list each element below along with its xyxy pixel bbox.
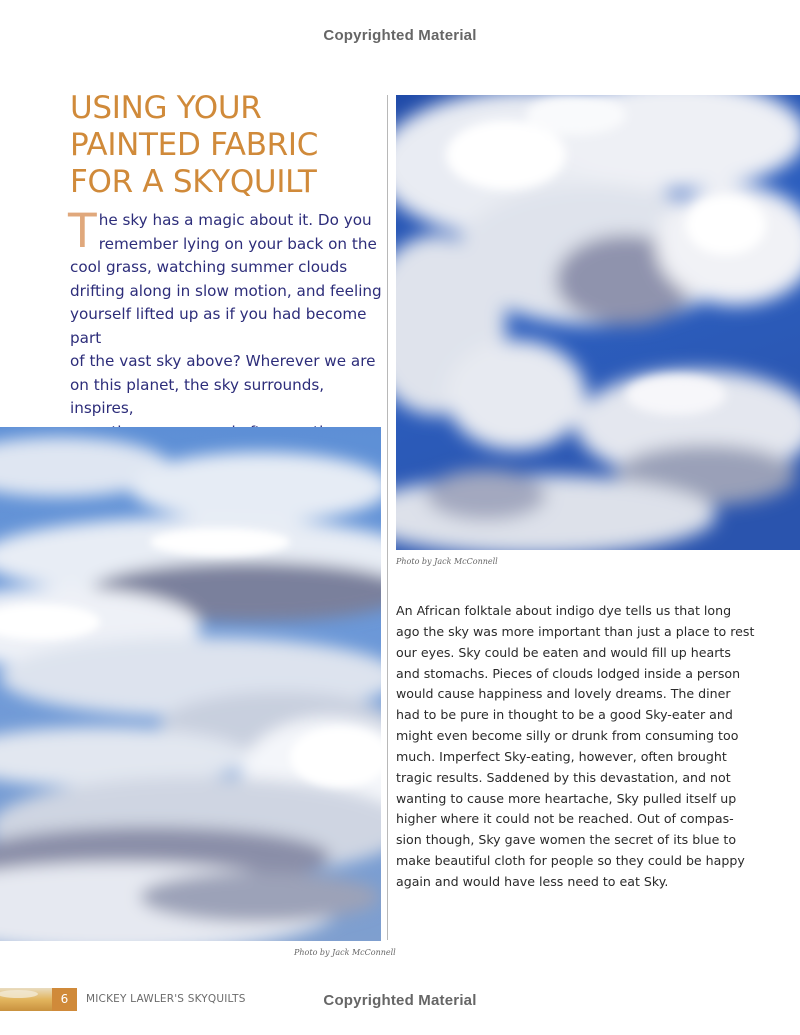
cloud-photo-icon: [0, 427, 381, 941]
body-line: had to be pure in thought to be a good Sky-eater and: [396, 707, 733, 723]
page-title: [70, 90, 380, 201]
body-line: tragic results. Saddened by this devastation, and not: [396, 769, 731, 785]
running-title: MICKEY LAWLER'S SKYQUILTS: [86, 993, 246, 1005]
body-line: much. Imperfect Sky-eating, however, often brought: [396, 748, 727, 764]
intro-line: remember lying on your back on the: [98, 234, 377, 253]
body-line: higher where it could not be reached. Out of compas-: [396, 811, 734, 827]
intro-line: cool grass, watching summer clouds: [70, 258, 348, 276]
body-line: again and would have less need to eat Sky.: [396, 873, 669, 889]
footer-sky-strip: [0, 988, 52, 1011]
body-line: might even become silly or drunk from consuming too: [396, 728, 739, 744]
body-line: and stomachs. Pieces of clouds lodged inside a person: [396, 665, 741, 681]
title-line: FOR A SKYQUILT: [70, 164, 317, 200]
intro-line: he sky has a magic about it. Do you: [98, 211, 372, 229]
photo-credit-top: Photo by Jack McConnell: [396, 557, 498, 566]
copyright-watermark-top: Copyrighted Material: [323, 27, 477, 44]
intro-line: of the vast sky above? Wherever we are: [70, 352, 376, 370]
body-line: our eyes. Sky could be eaten and would fill up hearts: [396, 644, 731, 660]
intro-line: drifting along in slow motion, and feeling: [70, 281, 382, 300]
body-line: would cause happiness and lovely dreams. The diner: [396, 686, 731, 702]
cloud-photo-top: [396, 95, 800, 550]
title-line: USING YOUR: [70, 90, 262, 126]
body-line: sion though, Sky gave women the secret of its blue to: [396, 832, 737, 848]
drop-cap: T: [68, 204, 97, 259]
title-line: PAINTED FABRIC: [70, 127, 319, 163]
body-line: An African folktale about indigo dye tells us that long: [396, 603, 732, 618]
page-number: 6: [52, 988, 77, 1011]
body-paragraph: [396, 601, 755, 893]
body-line: make beautiful cloth for people so they could be happy: [396, 853, 745, 869]
intro-paragraph: [68, 204, 385, 444]
cloud-photo-left: [0, 427, 381, 941]
photo-credit-left: Photo by Jack McConnell: [294, 948, 396, 957]
body-line: wanting to cause more heartache, Sky pulled itself up: [396, 790, 737, 806]
copyright-watermark-bottom: Copyrighted Material: [323, 992, 477, 1009]
intro-line: on this planet, the sky surrounds, inspires,: [70, 375, 325, 417]
intro-line: yourself lifted up as if you had become part: [70, 305, 367, 347]
cloud-photo-icon: [396, 95, 800, 550]
body-line: ago the sky was more important than just a place to rest: [396, 623, 755, 639]
column-divider: [387, 95, 388, 940]
